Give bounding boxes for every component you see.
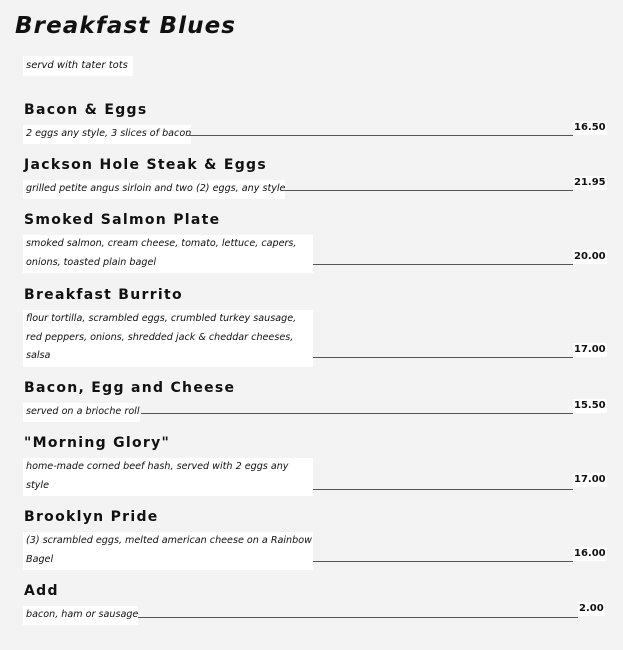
price-leader-line [187, 135, 573, 136]
menu-item-name: Brooklyn Pride [24, 509, 159, 525]
menu-item-price: 20.00 [574, 251, 606, 262]
menu-item-description: home-made corned beef hash, served with 2 eggs any style [23, 458, 313, 496]
section-note: servd with tater tots [23, 56, 133, 76]
menu-item-description: bacon, ham or sausage [23, 606, 138, 625]
menu-item-description: 2 eggs any style, 3 slices of bacon [23, 125, 191, 144]
section-title: Breakfast Blues [15, 13, 237, 39]
menu-item-description: smoked salmon, cream cheese, tomato, lettuce, capers, onions, toasted plain bagel [23, 235, 313, 273]
menu-item-price: 21.95 [574, 177, 606, 188]
menu-item-name: Breakfast Burrito [24, 287, 183, 303]
menu-item-price: 17.00 [574, 344, 606, 355]
price-leader-line [138, 617, 578, 618]
menu-item-name: Bacon, Egg and Cheese [24, 380, 236, 396]
price-leader-line [283, 190, 573, 191]
menu-item-description: flour tortilla, scrambled eggs, crumbled turkey sausage, red peppers, onions, shredded jack & cheddar cheeses, salsa [23, 310, 313, 367]
price-leader-line [313, 357, 573, 358]
menu-item-description: grilled petite angus sirloin and two (2) eggs, any style [23, 180, 285, 199]
menu-item-description: served on a brioche roll [23, 403, 140, 422]
menu-item-price: 2.00 [579, 603, 604, 614]
menu-item-name: "Morning Glory" [24, 435, 171, 451]
price-leader-line [313, 264, 573, 265]
price-leader-line [141, 413, 573, 414]
menu-item-name: Smoked Salmon Plate [24, 212, 221, 228]
menu-item-name: Add [24, 583, 59, 599]
menu-item-price: 16.50 [574, 122, 606, 133]
menu-item-name: Bacon & Eggs [24, 102, 148, 118]
menu-item-name: Jackson Hole Steak & Eggs [24, 157, 267, 173]
menu-item-price: 17.00 [574, 474, 606, 485]
menu-item-description: (3) scrambled eggs, melted american cheese on a Rainbow Bagel [23, 532, 313, 570]
menu-item-price: 16.00 [574, 548, 606, 559]
price-leader-line [313, 489, 573, 490]
menu-item-price: 15.50 [574, 400, 606, 411]
price-leader-line [313, 561, 573, 562]
